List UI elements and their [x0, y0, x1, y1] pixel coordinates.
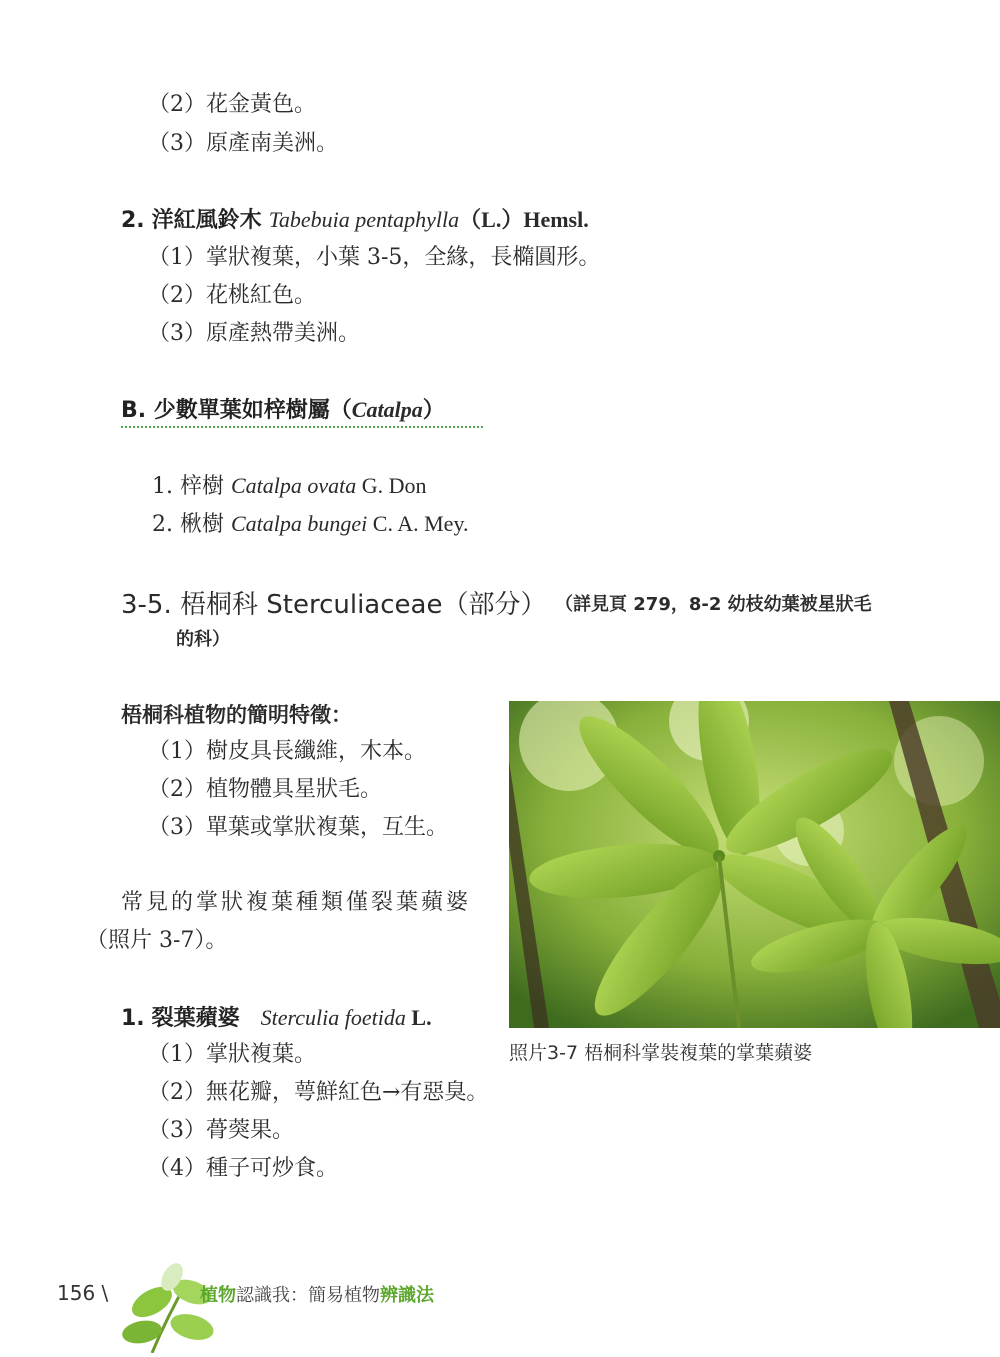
paragraph-line: （照片 3-7）。 [86, 928, 228, 953]
list-item: （3）原產南美洲。 [148, 131, 338, 156]
list-item: （2）無花瓣，萼鮮紅色→有惡臭。 [148, 1080, 489, 1105]
section-number: 1. [121, 1006, 145, 1031]
list-item: （2）花金黃色。 [148, 92, 316, 117]
list-item: （3）蓇葖果。 [148, 1118, 294, 1143]
features-title: 梧桐科植物的簡明特徵： [121, 703, 352, 727]
genus-name: Catalpa [351, 397, 423, 422]
book-title-part: 植物 [200, 1285, 236, 1306]
family-note: （詳見頁 279，8-2 幼枝幼葉被星狀毛 [555, 594, 872, 615]
section-number: 2. [121, 208, 145, 233]
dotted-underline [121, 426, 483, 428]
author-name: （L.）Hemsl. [459, 207, 589, 232]
list-item: （1）樹皮具長纖維，木本。 [148, 739, 426, 764]
section-heading-2 [121, 205, 589, 236]
list-item: （4）種子可炒食。 [148, 1156, 338, 1181]
family-heading: 3-5. 梧桐科 Sterculiaceae（部分） [121, 590, 547, 620]
list-item [152, 509, 469, 540]
latin-name: Tabebuia pentaphylla [268, 207, 460, 232]
subsection-title-end: ） [422, 398, 445, 423]
subsection-heading-b [121, 395, 445, 426]
list-item: （2）花桃紅色。 [148, 283, 316, 308]
photo-caption: 照片3-7 梧桐科掌裝複葉的掌葉蘋婆 [509, 1042, 813, 1064]
list-item: （2）植物體具星狀毛。 [148, 777, 382, 802]
latin-name: Catalpa bungei [230, 511, 368, 536]
item-label: 1. 梓樹 [152, 474, 231, 499]
section-heading-1 [121, 1003, 432, 1034]
leaf-logo-icon [112, 1262, 232, 1353]
list-item [152, 471, 427, 502]
page-separator: \ [101, 1281, 109, 1305]
author-name: L. [405, 1005, 432, 1030]
paragraph-line: 常見的掌狀複葉種類僅裂葉蘋婆 [121, 890, 472, 915]
book-title [200, 1281, 434, 1307]
latin-name: Catalpa ovata [230, 473, 357, 498]
book-title-part: 辨識法 [380, 1285, 434, 1306]
book-title-part: 認識我：簡易植物 [236, 1285, 380, 1306]
latin-name: Sterculia foetida [260, 1005, 406, 1030]
list-item: （1）掌狀複葉，小葉 3-5，全緣，長橢圓形。 [148, 245, 601, 270]
page-number [57, 1281, 108, 1305]
list-item: （1）掌狀複葉。 [148, 1042, 316, 1067]
leaf-photo [509, 701, 1000, 1028]
list-item: （3）單葉或掌狀複葉，互生。 [148, 815, 448, 840]
author-name: C. A. Mey. [367, 511, 469, 536]
plant-name: 洋紅風鈴木 [151, 208, 262, 233]
family-note-cont: 的科） [176, 629, 230, 650]
plant-name: 裂葉蘋婆 [151, 1006, 240, 1031]
page-number-value: 156 [57, 1281, 96, 1305]
leaf-photo-illustration [509, 701, 1000, 1028]
item-label: 2. 楸樹 [152, 512, 231, 537]
subsection-title: B. 少數單葉如梓樹屬（ [121, 398, 352, 423]
author-name: G. Don [356, 473, 427, 498]
list-item: （3）原產熱帶美洲。 [148, 321, 360, 346]
